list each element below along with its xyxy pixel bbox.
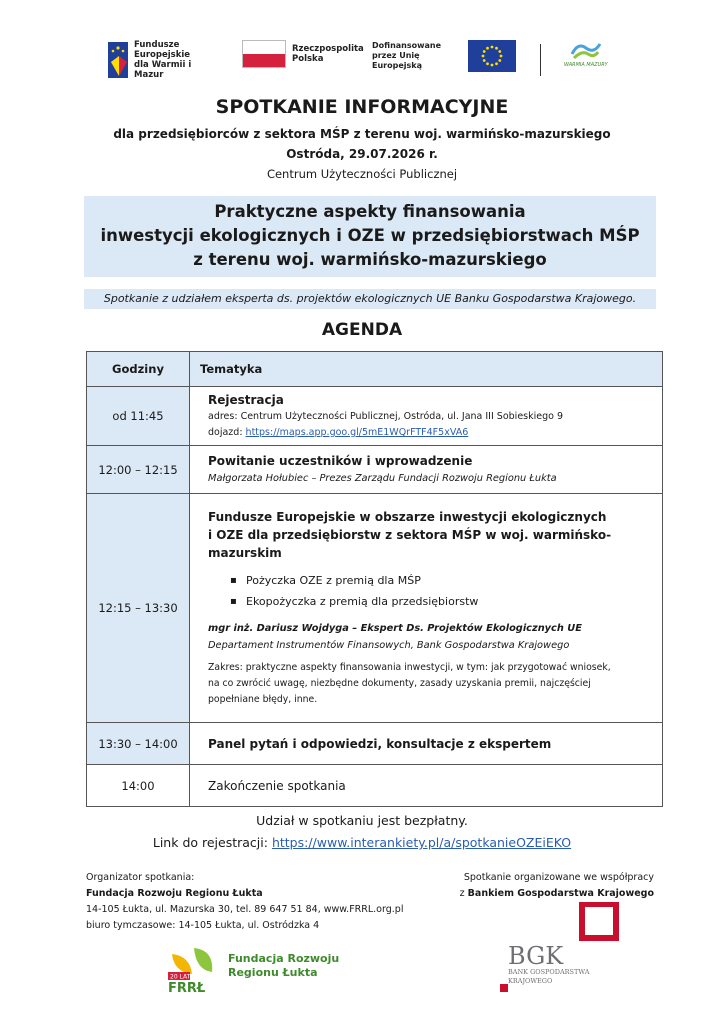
cooperation-partner <box>460 886 654 902</box>
fe-stars-icon <box>108 42 128 78</box>
fe-logo-text: Fundusze Europejskie dla Warmii i Mazur <box>134 40 192 80</box>
fe-logo <box>108 40 204 80</box>
organizer-label: Organizator spotkania: <box>86 872 195 883</box>
row-topic <box>190 494 663 723</box>
bgk-square-icon <box>582 904 616 938</box>
row-topic <box>190 446 663 494</box>
cooperation-prefix: z <box>459 888 468 899</box>
cooperation-block <box>460 870 654 902</box>
organizer-temp-office: biuro tymczasowe: 14-105 Łukta, ul. Ostródzka 4 <box>86 920 320 931</box>
topic-line-3: z terenu woj. warmińsko-mazurskiego <box>193 250 547 269</box>
eu-star-icon <box>495 62 498 65</box>
expert-note: Spotkanie z udziałem eksperta ds. projektów ekologicznych UE Banku Gospodarstwa Krajowego. <box>84 289 656 309</box>
row-directions <box>208 425 652 441</box>
row-topic <box>190 387 663 446</box>
polish-flag-icon <box>242 40 286 68</box>
event-venue: Centrum Użyteczności Publicznej <box>266 167 458 181</box>
frrl-leaf-icon <box>166 944 222 994</box>
organizer-address: 14-105 Łukta, ul. Mazurska 30, tel. 89 647 51 84, www.FRRL.org.pl <box>86 904 404 915</box>
loan-list <box>230 570 652 612</box>
organizer-name: Fundacja Rozwoju Regionu Łukta <box>86 888 263 899</box>
row-department: Departament Instrumentów Finansowych, Bank Gospodarstwa Krajowego <box>208 640 570 651</box>
row-expert: mgr inż. Dariusz Wojdyga – Ekspert Ds. Projektów Ekologicznych UE <box>208 623 582 634</box>
table-row <box>87 765 663 807</box>
eu-logo <box>372 40 516 72</box>
table-row <box>87 387 663 446</box>
row-speaker: Małgorzata Hołubiec – Prezes Zarządu Fundacji Rozwoju Regionu Łukta <box>208 473 557 484</box>
row-title: Panel pytań i odpowiedzi, konsultacje z ekspertem <box>208 736 552 751</box>
region-logo <box>564 40 608 68</box>
row-title-line-1: Fundusze Europejskie w obszarze inwestycji ekologicznych <box>208 510 607 524</box>
frrl-line-2: Regionu Łukta <box>228 966 318 979</box>
registration-link[interactable]: https://www.interankiety.pl/a/spotkanieOZEiEKO <box>271 835 572 850</box>
free-participation: Udział w spotkaniu jest bezpłatny. <box>256 813 468 828</box>
eu-star-icon <box>482 55 485 58</box>
eu-star-icon <box>498 59 501 62</box>
topic-line-1: Praktyczne aspekty finansowania <box>214 202 526 221</box>
eu-star-icon <box>498 50 501 53</box>
eu-logo-text: Dofinansowane przez Unię Europejską <box>372 41 442 70</box>
cooperation-name: Bankiem Gospodarstwa Krajowego <box>467 888 654 899</box>
scope-line-2: na co zwrócić uwagę, niezbędne dokumenty, zasady uzyskania premii, najczęściej <box>208 678 591 689</box>
event-date: Ostróda, 29.07.2026 r. <box>286 147 438 161</box>
list-item: ▪ Ekopożyczka z premią dla przedsiębiorstw <box>230 591 652 612</box>
frrl-logo-text <box>228 952 339 980</box>
eu-star-icon <box>491 64 494 67</box>
eu-star-icon <box>495 47 498 50</box>
logo-divider <box>540 44 541 76</box>
organizer-block <box>86 870 403 934</box>
agenda-title: AGENDA <box>321 320 403 340</box>
frrl-badge: 20 LAT <box>170 973 191 981</box>
list-item: ▪ Pożyczka OZE z premią dla MŚP <box>230 570 652 591</box>
row-address: adres: Centrum Użyteczności Publicznej, Ostróda, ul. Jana III Sobieskiego 9 <box>208 411 564 422</box>
bgk-line-2: KRAJOWEGO <box>508 977 553 985</box>
row-time: od 11:45 <box>87 387 190 446</box>
row-title: Rejestracja <box>208 393 284 407</box>
row-title-line-2: i OZE dla przedsiębiorstw z sektora MŚP w woj. warmińsko- <box>208 528 612 542</box>
directions-label: dojazd: <box>208 427 246 438</box>
row-title: Powitanie uczestników i wprowadzenie <box>208 454 473 468</box>
row-time: 14:00 <box>87 765 190 807</box>
bgk-line-1: BANK GOSPODARSTWA <box>508 968 590 976</box>
eu-star-icon <box>486 62 489 65</box>
warmia-mazury-icon <box>568 40 604 62</box>
scope-line-3: popełniane błędy, inne. <box>208 694 318 705</box>
table-row <box>87 494 663 723</box>
row-time: 13:30 – 14:00 <box>87 723 190 765</box>
agenda-table <box>86 351 663 807</box>
bgk-logo <box>500 902 620 994</box>
logo-bar <box>108 40 608 80</box>
row-title-line-3: mazurskim <box>208 546 282 560</box>
col-header-time: Godziny <box>87 352 190 387</box>
frrl-abbr: FRRŁ <box>168 981 206 994</box>
row-topic <box>190 765 663 807</box>
scope-line-1: Zakres: praktyczne aspekty finansowania inwestycji, w tym: jak przygotować wniosek, <box>208 662 611 673</box>
table-header-row <box>87 352 663 387</box>
row-scope <box>208 660 652 708</box>
col-header-topic: Tematyka <box>190 352 663 387</box>
eu-flag-icon <box>468 40 516 72</box>
topic-box <box>84 196 656 277</box>
eu-star-icon <box>500 55 503 58</box>
eu-star-icon <box>491 46 494 49</box>
pl-logo <box>242 40 364 68</box>
row-time: 12:00 – 12:15 <box>87 446 190 494</box>
bgk-abbr: BGK <box>508 942 564 970</box>
frrl-line-1: Fundacja Rozwoju <box>228 952 340 965</box>
pl-logo-text: Rzeczpospolita Polska <box>292 44 364 64</box>
table-row <box>87 723 663 765</box>
eu-star-icon <box>483 50 486 53</box>
eu-star-icon <box>486 47 489 50</box>
page-title: SPOTKANIE INFORMACYJNE <box>215 96 509 118</box>
row-topic <box>190 723 663 765</box>
frrl-logo <box>166 944 346 994</box>
registration-line <box>0 835 724 850</box>
registration-label: Link do rejestracji: <box>152 835 272 850</box>
cooperation-label: Spotkanie organizowane we współpracy <box>463 872 654 883</box>
row-title: Zakończenie spotkania <box>208 778 346 793</box>
directions-link[interactable]: https://maps.app.goo.gl/5mE1WQrFTF4F5xVA6 <box>245 427 469 438</box>
region-logo-text: WARMIA MAZURY <box>564 62 608 68</box>
row-time: 12:15 – 13:30 <box>87 494 190 723</box>
page-subtitle: dla przedsiębiorców z sektora MŚP z terenu woj. warmińsko-mazurskiego <box>113 127 611 141</box>
table-row <box>87 446 663 494</box>
eu-star-icon <box>483 59 486 62</box>
topic-line-2: inwestycji ekologicznych i OZE w przedsiębiorstwach MŚP <box>100 226 640 245</box>
